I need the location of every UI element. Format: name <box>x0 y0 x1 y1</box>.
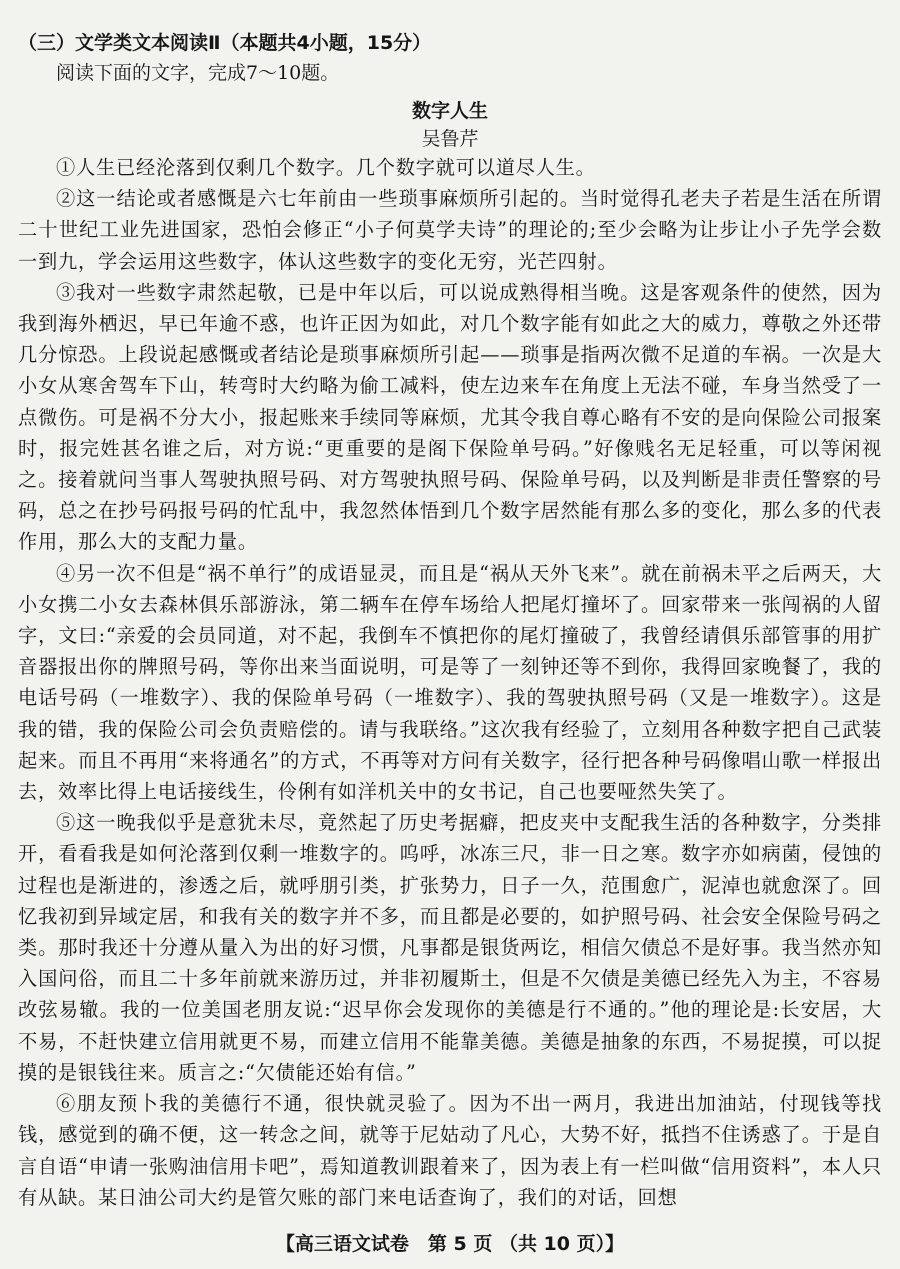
article-title: 数字人生 <box>411 100 488 122</box>
article-author: 吴鲁芹 <box>421 128 479 150</box>
article-body <box>18 152 882 1213</box>
paragraph-2: ②这一结论或者感慨是六七年前由一些琐事麻烦所引起的。当时觉得孔老夫子若是生活在所谓二十世纪工业先进国家，恐怕会修正“小子何莫学夫诗”的理论的;至少会略为让步让小子先学会数一到九，学会运用这些数字，体认这些数字的变化无穷，光芒四射。 <box>18 187 882 273</box>
paragraph-5: ⑤这一晚我似乎是意犹未尽，竟然起了历史考据癖，把皮夹中支配我生活的各种数字，分类排开，看看我是如何沦落到仅剩一堆数字的。呜呼，冰冻三尺，非一日之寒。数字亦如病菌，侵蚀的过程也是渐进的，渗透之后，就呼朋引类，扩张势力，日子一久，范围愈广，泥淖也就愈深了。回忆我初到异域定居，和我有关的数字并不多，而且都是必要的，如护照号码、社会安全保险号码之类。那时我还十分遵从量入为出的好习惯，凡事都是银货两讫，相信欠债总不是好事。我当然亦知入国问俗，而且二十多年前就来游历过，并非初履斯土，但是不欠债是美德已经先入为主，不容易改弦易辙。我的一位美国老朋友说:“迟早你会发现你的美德是行不通的。”他的理论是:长安居，大不易，不赶快建立信用就更不易，而建立信用不能靠美德。美德是抽象的东西，不易捉摸，可以捉摸的是银钱往来。质言之:“欠债能还始有信。” <box>18 811 882 1084</box>
page-footer: 【高三语文试卷 第 5 页 （共 10 页）】 <box>275 1233 625 1255</box>
reading-instruction: 阅读下面的文字，完成7～10题。 <box>56 62 340 84</box>
section-header: （三）文学类文本阅读Ⅱ（本题共4小题，15分） <box>18 32 432 54</box>
paragraph-4: ④另一次不但是“祸不单行”的成语显灵，而且是“祸从天外飞来”。就在前祸未平之后两天，大小女携二小女去森林俱乐部游泳，第二辆车在停车场给人把尾灯撞坏了。回家带来一张闯祸的人留字，文曰:“亲爱的会员同道，对不起，我倒车不慎把你的尾灯撞破了，我曾经请俱乐部管事的用扩音器报出你的牌照号码，等你出来当面说明，可是等了一刻钟还等不到你，我得回家晚餐了，我的电话号码（一堆数字）、我的保险单号码（一堆数字）、我的驾驶执照号码（又是一堆数字）。这是我的错，我的保险公司会负责赔偿的。请与我联络。”这次我有经验了，立刻用各种数字把自己武装起来。而且不再用“来将通名”的方式，不再等对方问有关数字，径行把各种号码像唱山歌一样报出去，效率比得上电话接线生，伶俐有如洋机关中的女书记，自己也要哑然失笑了。 <box>18 561 882 804</box>
paragraph-3: ③我对一些数字肃然起敬，已是中年以后，可以说成熟得相当晚。这是客观条件的使然，因为我到海外栖迟，早已年逾不惑，也许正因为如此，对几个数字能有如此之大的威力，尊敬之外还带几分惊恐。上段说起感慨或者结论是琐事麻烦所引起——琐事是指两次微不足道的车祸。一次是大小女从寒舍驾车下山，转弯时大约略为偷工减料，使左边来车在角度上无法不碰，车身当然受了一点微伤。可是祸不分大小，报起账来手续同等麻烦，尤其令我自尊心略有不安的是向保险公司报案时，报完姓甚名谁之后，对方说:“更重要的是阁下保险单号码。”好像贱名无足轻重，可以等闲视之。接着就问当事人驾驶执照号码、对方驾驶执照号码、保险单号码，以及判断是非责任警察的号码，总之在抄号码报号码的忙乱中，我忽然体悟到几个数字居然能有那么多的变化，那么多的代表作用，那么大的支配力量。 <box>18 280 882 554</box>
paragraph-1: ①人生已经沦落到仅剩几个数字。几个数字就可以道尽人生。 <box>56 156 596 179</box>
paragraph-6: ⑥朋友预卜我的美德行不通，很快就灵验了。因为不出一两月，我进出加油站，付现钱等找钱，感觉到的确不便，这一转念之间，就等于尼姑动了凡心，大势不好，抵挡不住诱惑了。于是自言自语“申请一张购油信用卡吧”，焉知道教训跟着来了，因为表上有一栏叫做“信用资料”，本人只有从缺。某日油公司大约是管欠账的部门来电话查询了，我们的对话，回想 <box>18 1092 882 1209</box>
